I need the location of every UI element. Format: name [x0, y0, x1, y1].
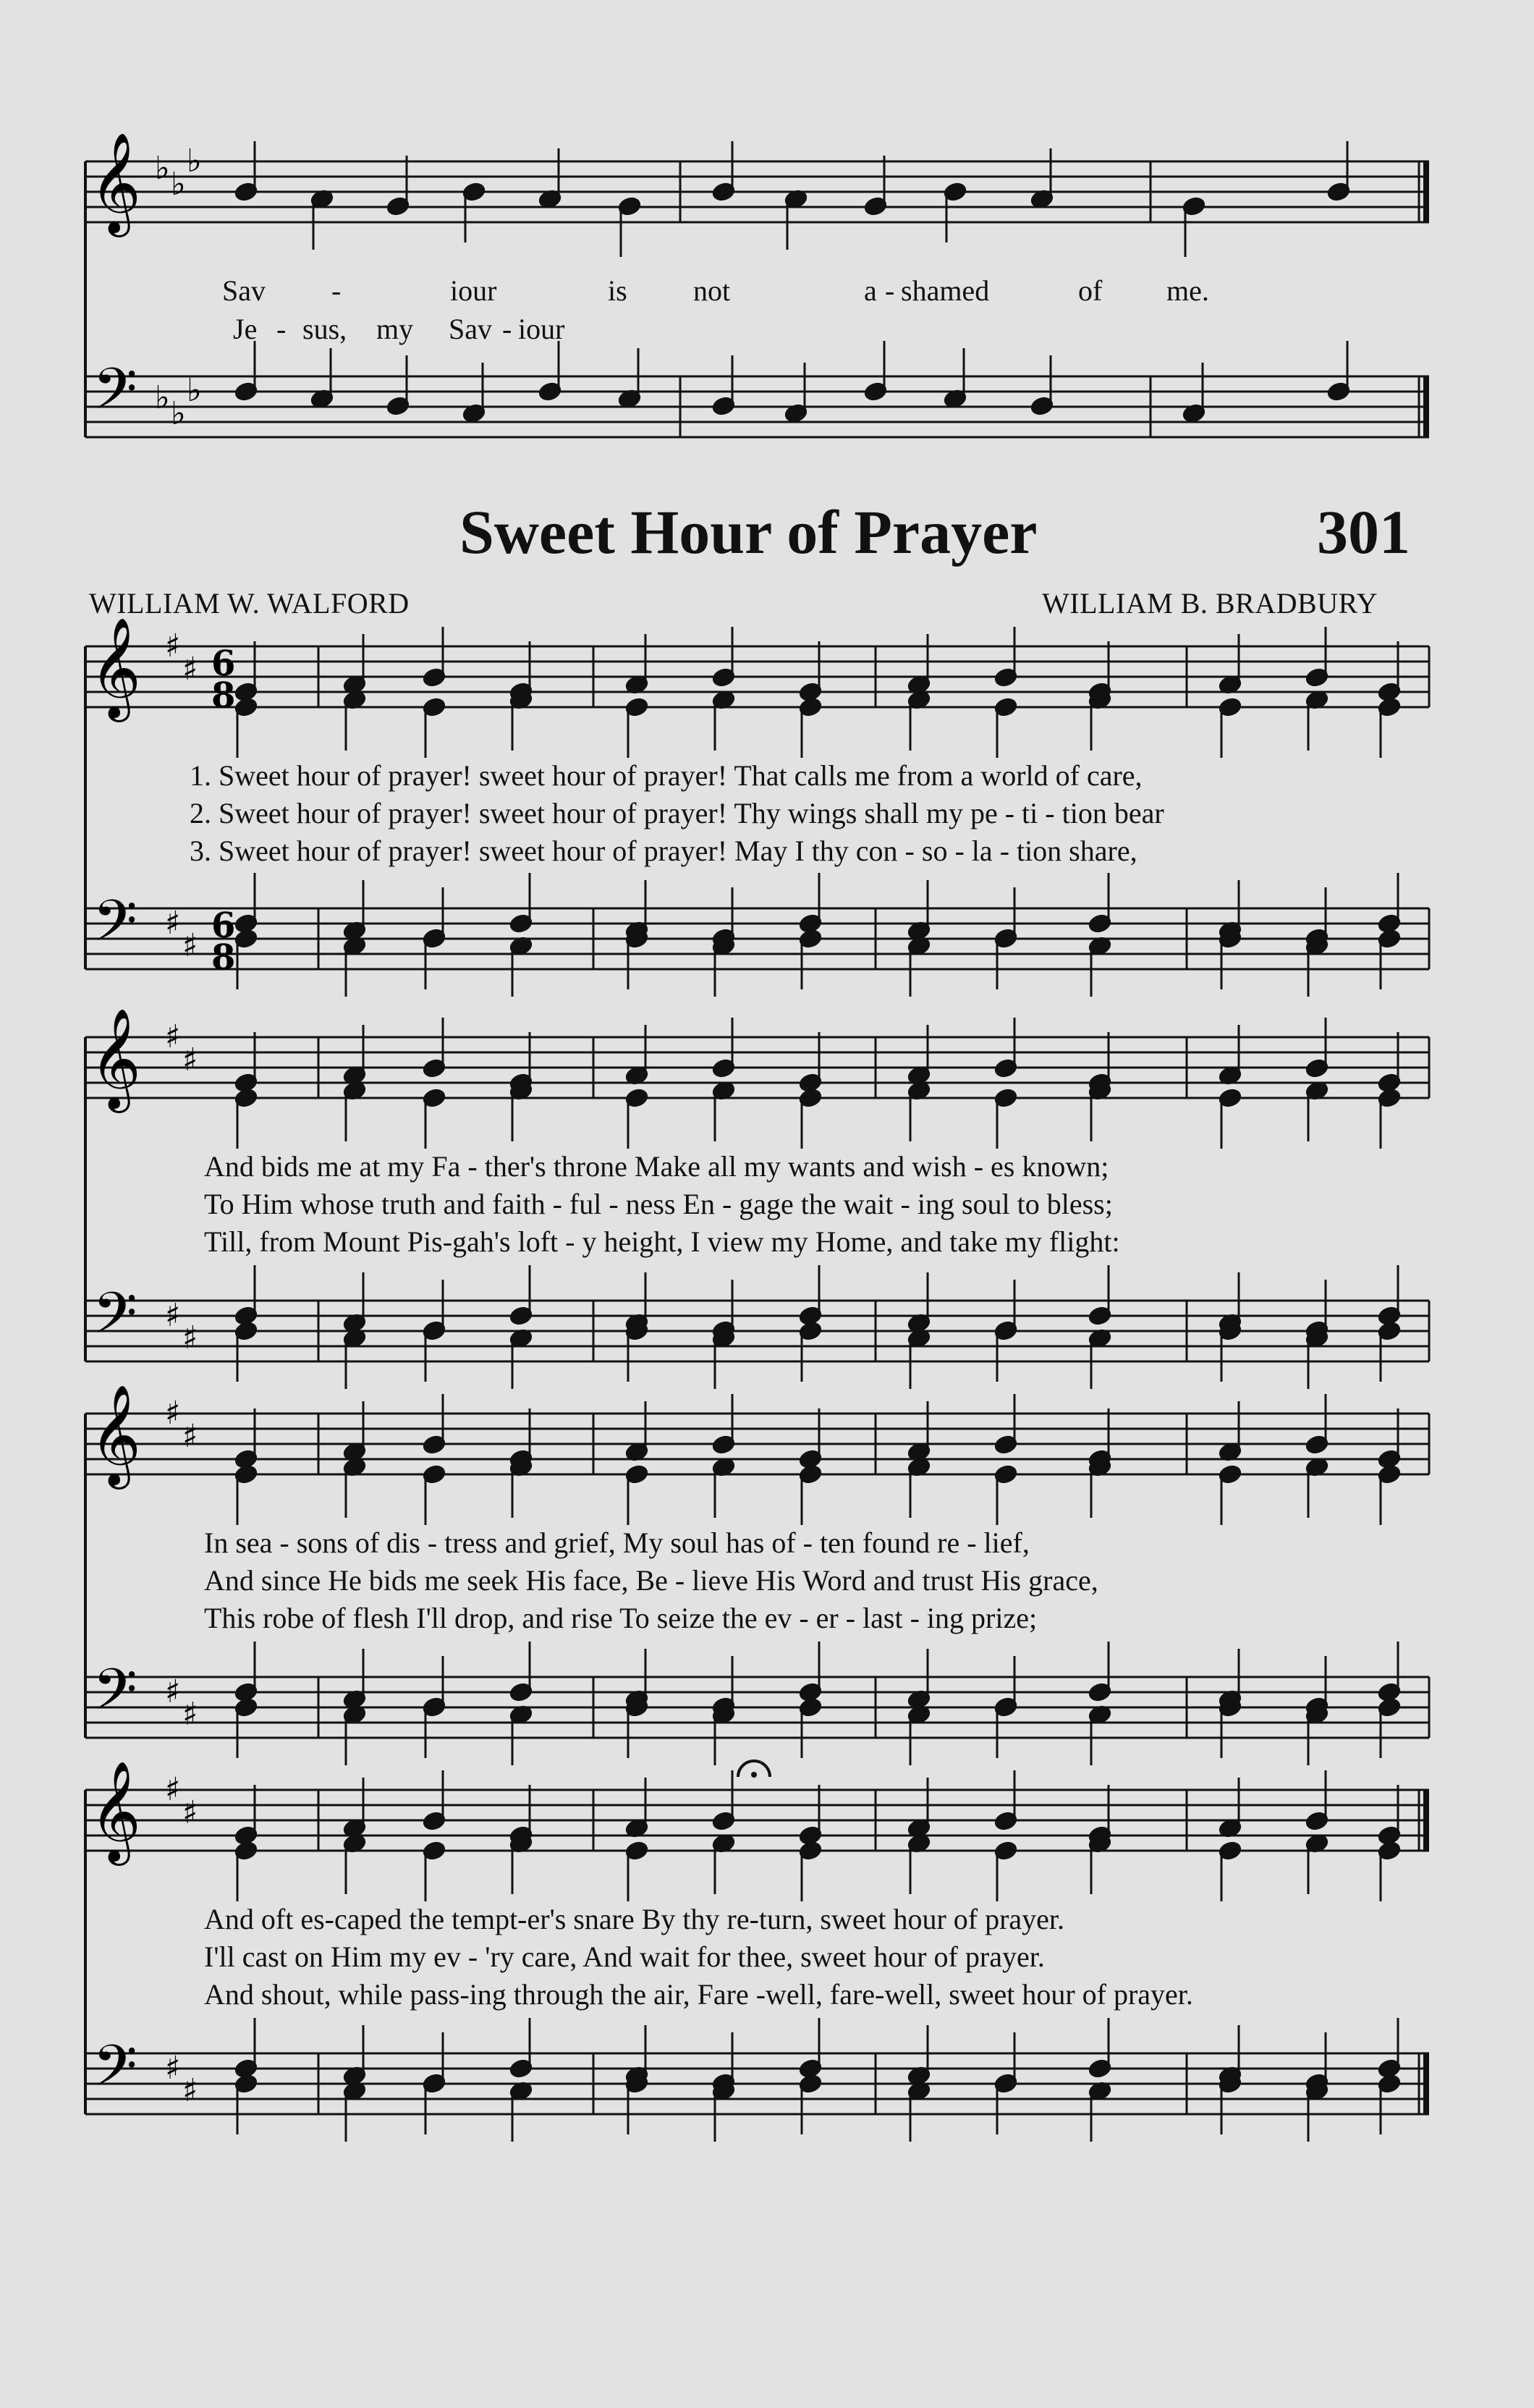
treble-clef-icon: 𝄞 [90, 1385, 141, 1485]
flat-icon: ♭ [187, 143, 202, 179]
verse-2-line: I'll cast on Him my ev - 'ry care, And wait for thee, sweet hour of prayer. [204, 1940, 1045, 1973]
sharp-icon: ♯ [182, 1794, 198, 1831]
lyricist-credit: WILLIAM W. WALFORD [89, 587, 410, 620]
verse-3-line: And shout, while pass-ing through the air, Fare -well, fare-well, sweet hour of prayer. [204, 1978, 1193, 2011]
time-signature-top: 6 [211, 905, 236, 946]
bass-clef-icon: 𝄢 [93, 1280, 137, 1361]
sharp-icon: ♯ [182, 1042, 198, 1078]
sharp-icon: ♯ [165, 1673, 181, 1710]
bass-clef-icon: 𝄢 [93, 355, 137, 436]
composer-credit: WILLIAM B. BRADBURY [1042, 587, 1378, 620]
verse-1-line: And oft es-caped the tempt-er's snare By thy re-turn, sweet hour of prayer. [204, 1903, 1065, 1935]
verse-1-line: And bids me at my Fa - ther's throne Make all my wants and wish - es known; [204, 1150, 1109, 1183]
flat-icon: ♭ [155, 150, 170, 187]
prev-lyric-hyphen: - [331, 274, 342, 307]
prev-lyric-word: sus, [302, 313, 347, 345]
prev-lyric-word: Sav [222, 274, 266, 307]
treble-clef-icon: 𝄞 [90, 1008, 141, 1109]
prev-lyric-word: iour [518, 313, 565, 345]
verse-3-line: Till, from Mount Pis-gah's loft - y height, I view my Home, and take my flight: [204, 1225, 1120, 1258]
prev-lyric-word: a [864, 274, 877, 307]
sharp-icon: ♯ [182, 927, 198, 964]
time-signature-bottom: 8 [211, 675, 236, 716]
verse-2-line: To Him whose truth and faith - ful - ness En - gage the wait - ing soul to bless; [204, 1188, 1113, 1220]
verse-2-line: 2. Sweet hour of prayer! sweet hour of prayer! Thy wings shall my pe - ti - tion bear [190, 797, 1164, 829]
time-signature-top: 6 [211, 643, 236, 684]
prev-lyric-word: not [693, 274, 731, 307]
hymn-number: 301 [1317, 497, 1410, 567]
prev-lyric-word: iour [450, 274, 497, 307]
prev-lyric-hyphen: - [276, 313, 287, 345]
sharp-icon: ♯ [165, 1395, 181, 1432]
bass-clef-icon: 𝄢 [93, 1656, 137, 1737]
treble-clef-icon: 𝄞 [90, 1761, 141, 1862]
sharp-icon: ♯ [182, 1696, 198, 1733]
sharp-icon: ♯ [165, 1771, 181, 1808]
verse-2-line: And since He bids me seek His face, Be - lieve His Word and trust His grace, [204, 1564, 1098, 1597]
sharp-icon: ♯ [165, 1297, 181, 1334]
prev-lyric-word: Je [233, 313, 258, 345]
sharp-icon: ♯ [182, 2072, 198, 2109]
sharp-icon: ♯ [182, 1418, 198, 1455]
flat-icon: ♭ [171, 395, 186, 432]
prev-lyric-word: is [608, 274, 627, 307]
sharp-icon: ♯ [165, 1018, 181, 1055]
verse-3-line: This robe of flesh I'll drop, and rise To seize the ev - er - last - ing prize; [204, 1602, 1038, 1634]
prev-lyric-hyphen: - [502, 313, 512, 345]
prev-lyric-hyphen: - [885, 274, 895, 307]
sharp-icon: ♯ [182, 1319, 198, 1356]
bass-clef-icon: 𝄢 [93, 887, 137, 968]
treble-clef-icon: 𝄞 [90, 132, 141, 233]
sharp-icon: ♯ [165, 2050, 181, 2087]
flat-icon: ♭ [155, 379, 170, 416]
fermata-dot [751, 1772, 757, 1778]
verse-1-line: In sea - sons of dis - tress and grief, My soul has of - ten found re - lief, [204, 1526, 1030, 1559]
verse-1-line: 1. Sweet hour of prayer! sweet hour of prayer! That calls me from a world of care, [190, 759, 1143, 792]
verse-3-line: 3. Sweet hour of prayer! sweet hour of prayer! May I thy con - so - la - tion share, [190, 835, 1137, 867]
prev-lyric-word: Sav [449, 313, 492, 345]
prev-lyric-word: of [1078, 274, 1103, 307]
prev-lyric-word: shamed [901, 274, 990, 307]
treble-clef-icon: 𝄞 [90, 617, 141, 718]
bass-clef-icon: 𝄢 [93, 2032, 137, 2113]
sharp-icon: ♯ [182, 651, 198, 688]
prev-lyric-word: my [376, 313, 414, 345]
sharp-icon: ♯ [165, 905, 181, 942]
hymn-title: Sweet Hour of Prayer [459, 497, 1038, 567]
sharp-icon: ♯ [165, 628, 181, 664]
time-signature-bottom: 8 [211, 937, 236, 978]
flat-icon: ♭ [187, 372, 202, 409]
flat-icon: ♭ [171, 166, 186, 203]
prev-lyric-word: me. [1166, 274, 1209, 307]
